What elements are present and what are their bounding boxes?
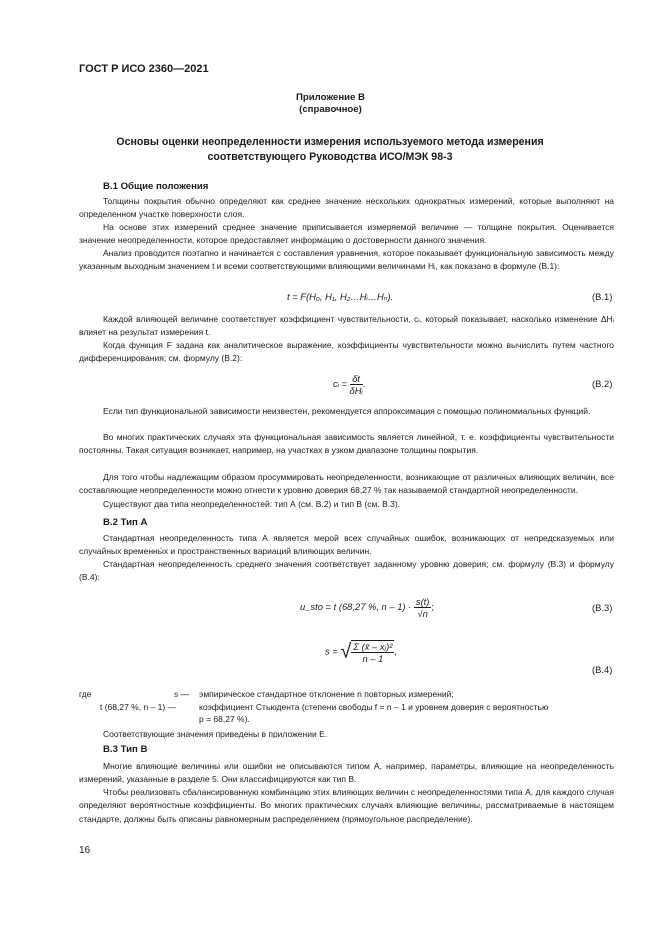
formula-b2-numerator: δt — [350, 373, 363, 385]
b2-paragraph-1: Стандартная неопределенность типа А является мерой всех случайных ошибок, возникающих от непредсказуемых или случайных временны́х и пространственных вариаций влияющих величин. — [79, 533, 614, 557]
section-b1-heading: В.1 Общие положения — [103, 181, 209, 192]
section-b2-heading: В.2 Тип А — [103, 517, 148, 528]
appendix-title-line1: Основы оценки неопределенности измерения используемого метода измерения — [116, 136, 544, 148]
appendix-type: (справочное) — [299, 104, 362, 115]
b1-paragraph-6: Если тип функциональной зависимости неизвестен, рекомендуется аппроксимация с помощью полиномиальных функций. — [103, 406, 591, 416]
formula-b3-lhs: u_sto = t (68,27 %, n – 1) · — [300, 600, 412, 612]
b2-paragraph-3: Соответствующие значения приведены в приложении Е. — [103, 729, 328, 739]
formula-b3-fraction — [414, 596, 432, 619]
appendix-label: Приложение В — [296, 92, 365, 103]
b1-paragraph-7: Во многих практических случаях эта функциональная зависимость является линейной, т. е. коэффициенты чувствительности постоянны. Такая ситуация возникает, например, на участках в узком диапазоне толщины покрытия. — [79, 432, 614, 456]
where-t-symbol: t (68,27 %, n – 1) — — [100, 702, 177, 712]
b1-paragraph-4: Каждой влияющей величине соответствует коэффициент чувствительности, cᵢ, который показывает, насколько изменение ΔHᵢ влияет на результат измерения t. — [79, 314, 614, 338]
formula-b4-number: (В.4) — [592, 664, 613, 675]
formula-b3-denominator: √n — [417, 608, 428, 619]
standard-header: ГОСТ Р ИСО 2360—2021 — [79, 63, 209, 75]
b1-paragraph-9: Существуют два типа неопределенностей: тип А (см. В.2) и тип В (см. В.3). — [103, 499, 401, 509]
formula-b2-lhs: cᵢ = — [333, 377, 347, 389]
formula-b2-denominator: δHᵢ — [349, 385, 363, 396]
page-number: 16 — [79, 845, 91, 856]
b1-paragraph-1: Толщины покрытия обычно определяют как среднее значение нескольких однократных измерений, которые выполняют на определенном участке поверхности слоя. — [79, 196, 614, 220]
formula-b3-numerator: s(t) — [415, 596, 430, 607]
b1-paragraph-3: Анализ проводится поэтапно и начинается с составления уравнения, которое показывает функциональную зависимость между указанным выходным значением t и всеми соответствующими влияющими величинами Hᵢ, как показано в формуле (В.1): — [79, 248, 614, 272]
where-s-symbol: s — — [174, 689, 190, 699]
section-b3-heading: В.3 Тип В — [103, 744, 148, 755]
where-t-text: коэффициент Стьюдента (степени свободы f = n – 1 и уровнем доверия с вероятностью — [199, 702, 549, 712]
formula-b1-number: (В.1) — [592, 291, 613, 302]
b1-paragraph-5: Когда функция F задана как аналитическое выражение, коэффициенты чувствительности можно вычислить путем частного дифференцирования; см. формулу (В.2): — [79, 340, 614, 364]
b1-paragraph-2: На основе этих измерений среднее значение приписывается измеряемой величине — толщине покрытия. Оценивается значение неопределенности, которое предоставляет информацию о достоверности данного значения. — [79, 222, 614, 246]
b1-paragraph-8: Для того чтобы надлежащим образом просуммировать неопределенности, возникающие от различных влияющих величин, все составляющие неопределенности можно отнести к уровню доверия 68,27 % так называемой стандартной неопределенности. — [79, 472, 614, 496]
formula-b4-numerator: Σ (x̄ – xⱼ)² — [353, 641, 393, 652]
formula-b4-denominator: n – 1 — [362, 653, 384, 664]
formula-b4-fraction — [351, 640, 394, 664]
b2-paragraph-2: Стандартная неопределенность среднего значения соответствует заданному уровню доверия; см. формулу (В.3) и формулу (В.4): — [79, 559, 614, 583]
formula-b3: u_sto = t (68,27 %, n – 1) · $\frac{s(t)}{√n}$ ; — [300, 596, 435, 619]
formula-b2-number: (В.2) — [592, 378, 613, 389]
formula-b2-fraction — [350, 373, 363, 396]
formula-b2: cᵢ = $\frac{\delta t}{\text{δHᵢ}}$ . — [333, 373, 366, 396]
appendix-title-line2: соответствующего Руководства ИСО/МЭК 98-3 — [207, 151, 453, 163]
where-t-text-2: p = 68,27 %). — [199, 714, 250, 724]
formula-b4: s = √ $\frac{\text{Σ (x̄ – xⱼ)²}}{n - 1}$ , — [325, 640, 398, 664]
formula-b4-lhs: s = — [325, 645, 338, 657]
formula-b1: t = F(H₀, H₁, H₂…Hᵢ…Hₙ). — [287, 291, 394, 302]
where-word: где — [79, 689, 92, 699]
sqrt-icon: √ — [340, 640, 352, 663]
formula-b3-number: (В.3) — [592, 602, 613, 613]
b3-paragraph-1: Многие влияющие величины или ошибки не описываются типом А, например, параметры, влияющие на неопределенность измерений, указанные в разделе 5. Они классифицируются как тип В. — [79, 761, 614, 785]
b3-paragraph-2: Чтобы реализовать сбалансированную комбинацию этих влияющих величин с неопределенностями типа А, для каждого случая определяют вероятностные коэффициенты. Во многих практических случаях влияющие величины, рассматриваемые в настоящем стандарте, должны быть описаны равномерным распределением (прямоугольное распределение). — [79, 787, 614, 824]
where-s-text: эмпирическое стандартное отклонение n повторных измерений; — [199, 689, 454, 699]
